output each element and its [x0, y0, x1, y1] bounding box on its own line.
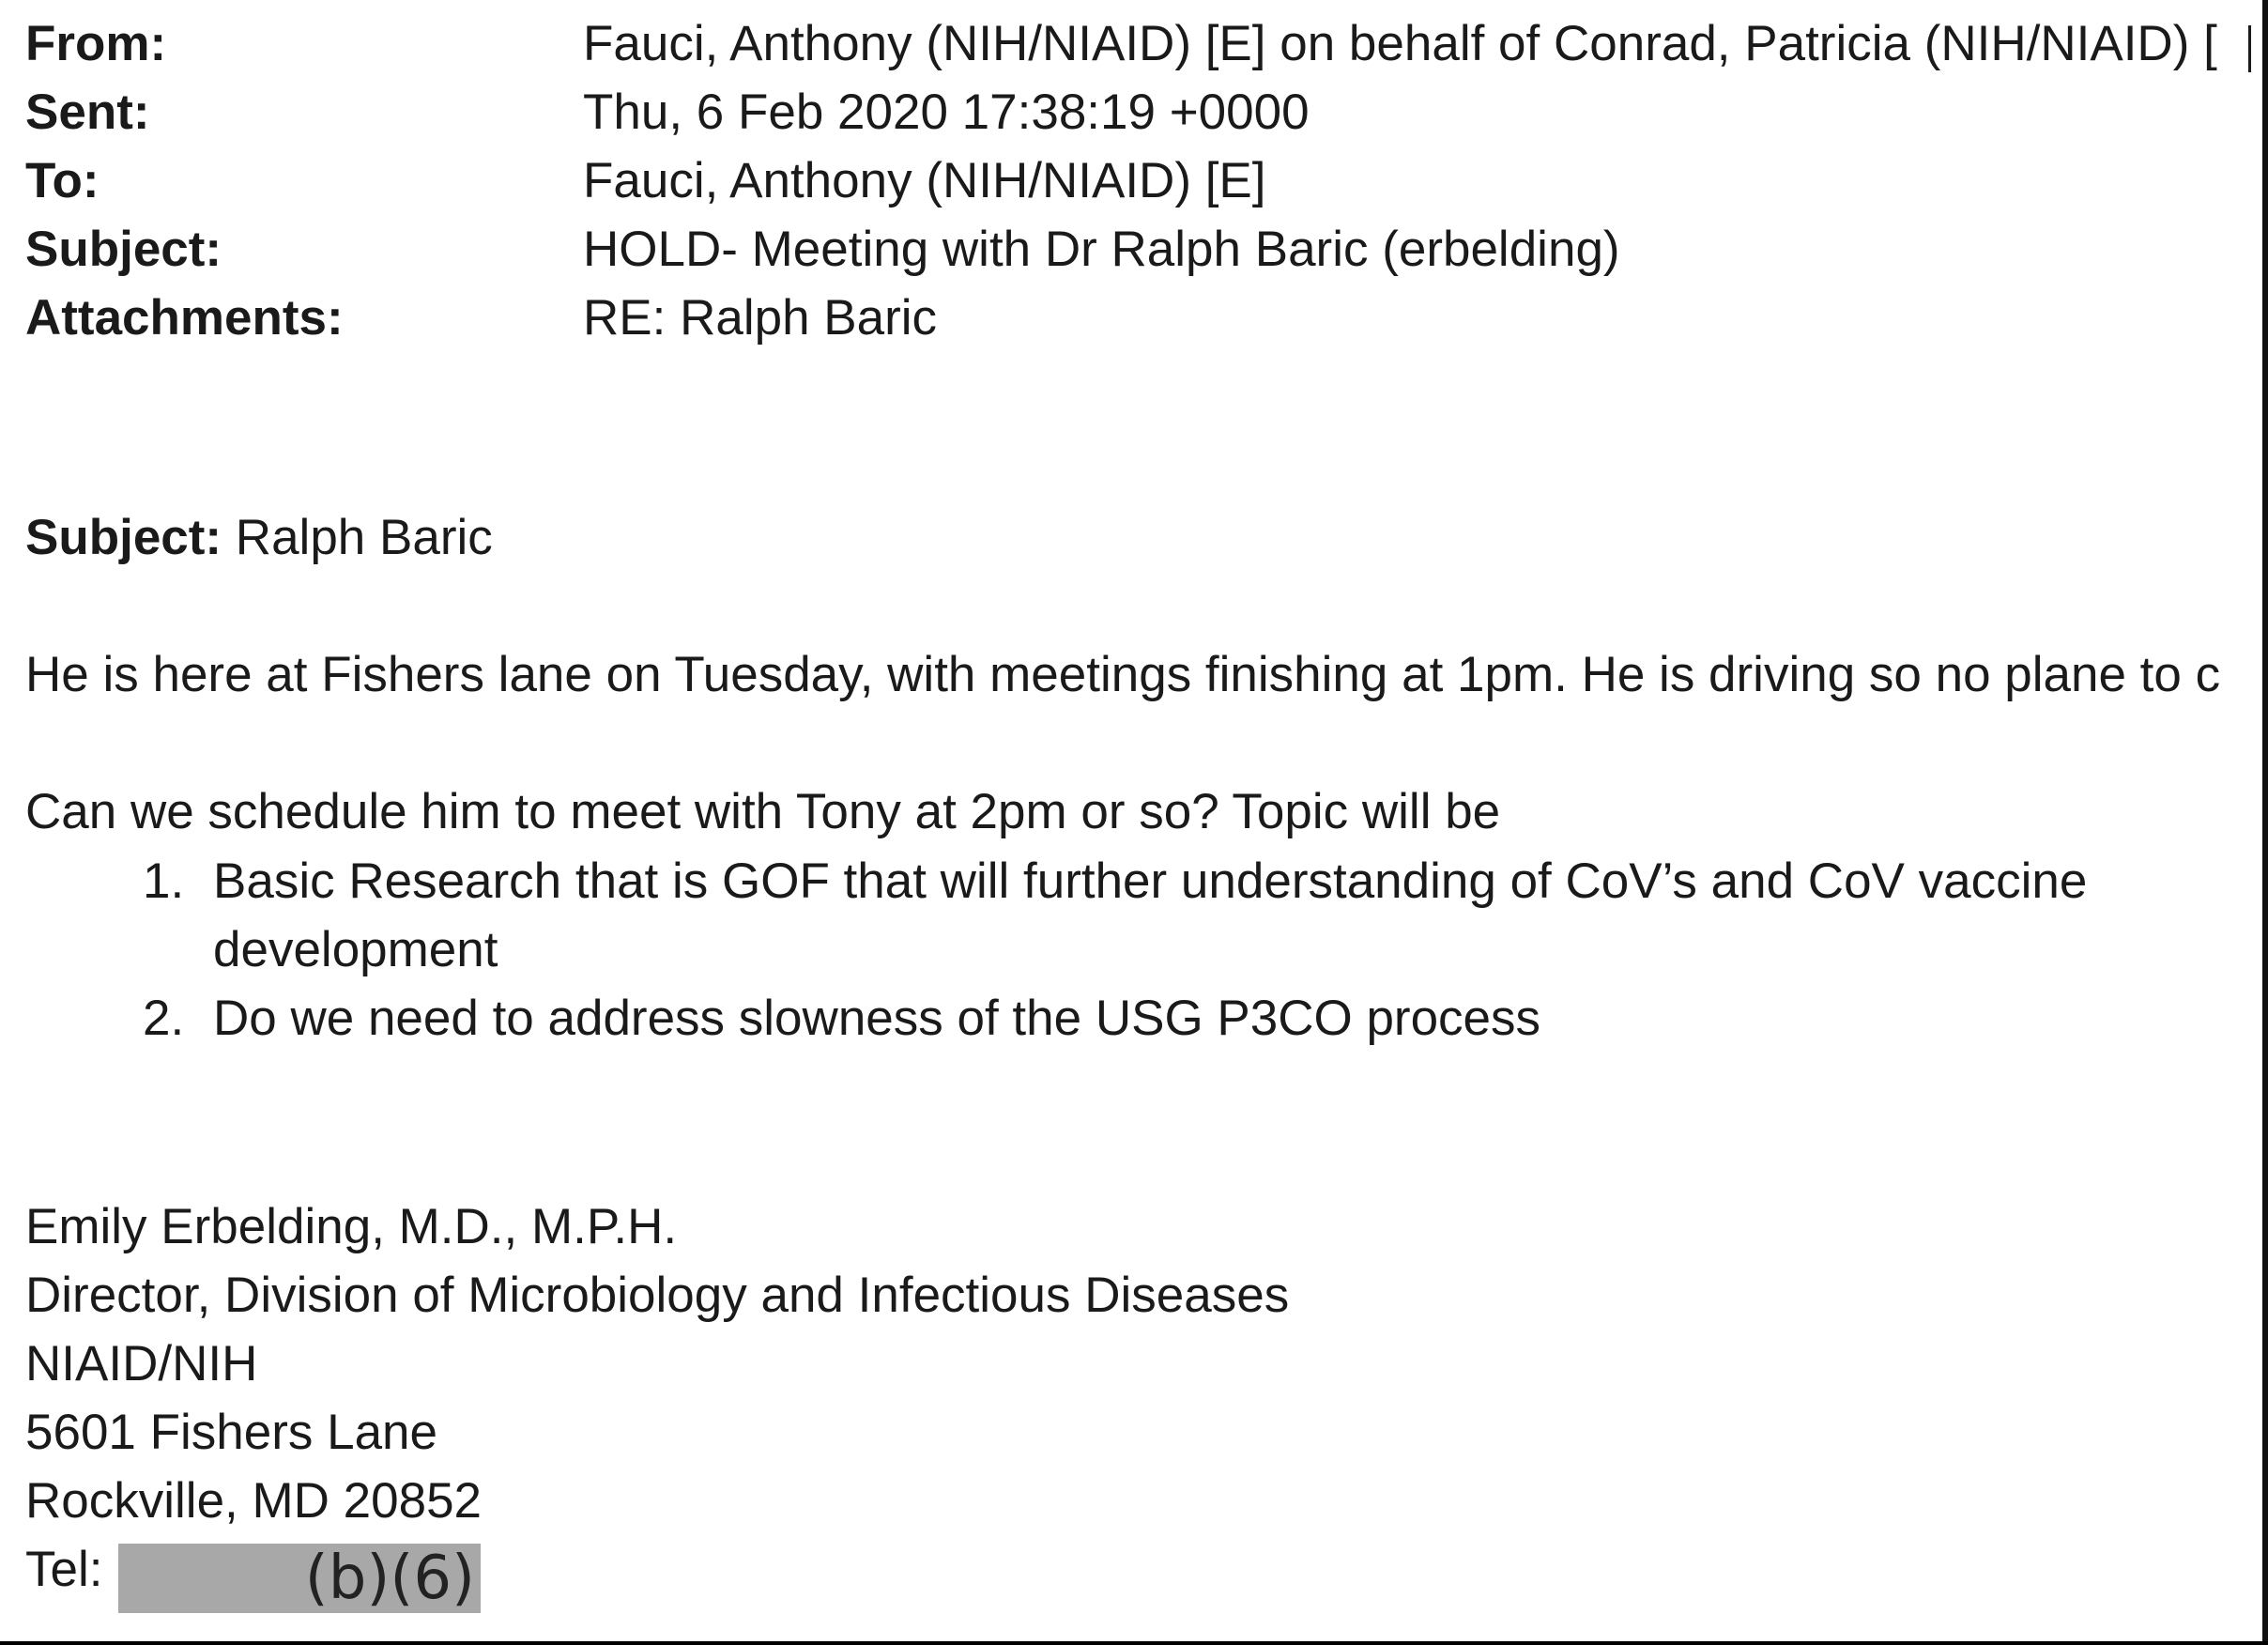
body-paragraph-1: He is here at Fishers lane on Tuesday, with meetings finishing at 1pm. He is driving so no plane to c — [25, 647, 2221, 702]
from-value: Fauci, Anthony (NIH/NIAID) [E] on behalf of Conrad, Patricia (NIH/NIAID) [ — [583, 16, 2217, 71]
to-label: To: — [25, 153, 100, 208]
signature-name: Emily Erbelding, M.D., M.P.H. — [25, 1199, 678, 1254]
subject-label: Subject: — [25, 222, 222, 277]
from-label: From: — [25, 16, 167, 71]
list-item-2-line1: Do we need to address slowness of the USG P3CO process — [213, 991, 1541, 1046]
inner-subject-label: Subject: — [25, 510, 222, 565]
list-item-1-number: 1. — [143, 853, 185, 909]
list-item-1-line2: development — [213, 922, 498, 977]
signature-street: 5601 Fishers Lane — [25, 1405, 438, 1460]
signature-city: Rockville, MD 20852 — [25, 1473, 483, 1529]
list-item-2-number: 2. — [143, 991, 185, 1046]
attachments-label: Attachments: — [25, 290, 344, 346]
subject-value: HOLD- Meeting with Dr Ralph Baric (erbelding) — [583, 222, 1620, 277]
redaction-box: (b)(6) — [118, 1544, 481, 1613]
page-edge-border — [2262, 0, 2268, 1641]
body-paragraph-2: Can we schedule him to meet with Tony at 2pm or so? Topic will be — [25, 784, 1501, 839]
truncated-bracket — [2248, 25, 2259, 72]
list-item-1-line1: Basic Research that is GOF that will further understanding of CoV’s and CoV vaccine — [213, 853, 2088, 909]
signature-tel-label: Tel: — [25, 1542, 103, 1597]
sent-value: Thu, 6 Feb 2020 17:38:19 +0000 — [583, 85, 1310, 140]
inner-subject-value: Ralph Baric — [222, 510, 493, 565]
signature-org: NIAID/NIH — [25, 1336, 258, 1391]
attachments-value[interactable]: RE: Ralph Baric — [583, 290, 938, 346]
inner-subject-line — [25, 510, 493, 565]
to-value: Fauci, Anthony (NIH/NIAID) [E] — [583, 153, 1266, 208]
signature-title: Director, Division of Microbiology and Infectious Diseases — [25, 1268, 1290, 1323]
sent-label: Sent: — [25, 85, 150, 140]
